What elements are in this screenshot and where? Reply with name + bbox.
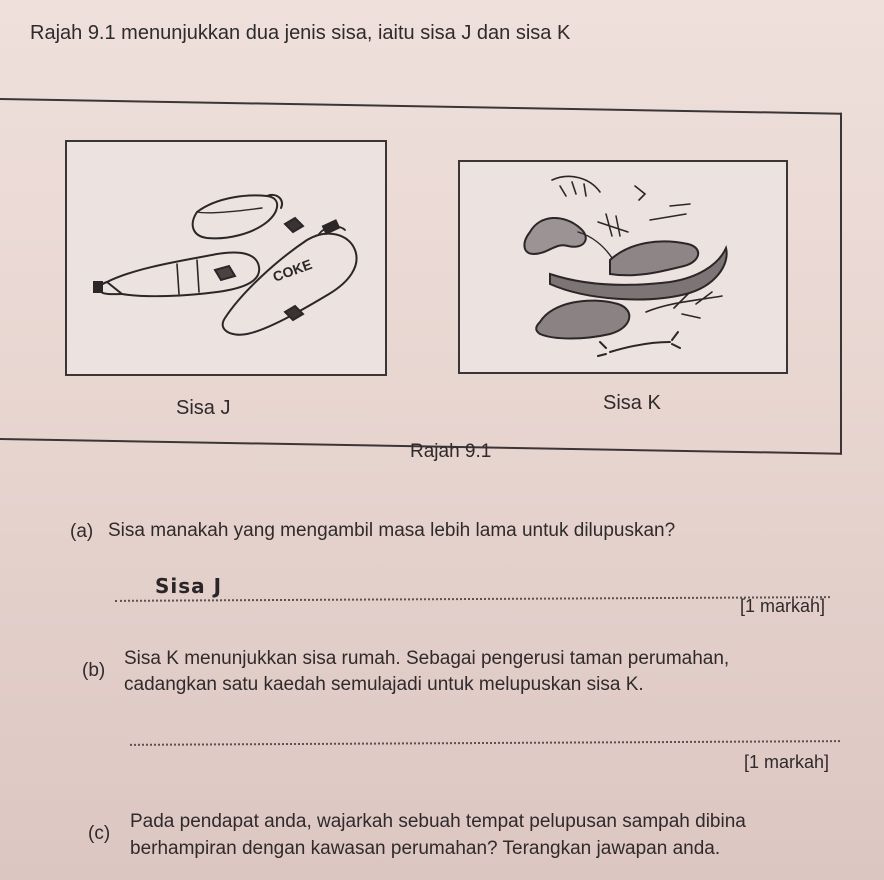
- question-a-text: Sisa manakah yang mengambil masa lebih lama untuk dilupuskan?: [108, 520, 676, 541]
- question-a-label: (a): [70, 521, 94, 542]
- panel-sisa-k: [458, 160, 788, 374]
- question-b-label: (b): [82, 660, 106, 681]
- question-intro: Rajah 9.1 menunjukkan dua jenis sisa, iaitu sisa J dan sisa K: [30, 22, 571, 44]
- question-b-marks: [1 markah]: [744, 752, 830, 772]
- panel-sisa-j: [65, 140, 387, 376]
- question-c-line2: berhampiran dengan kawasan perumahan? Terangkan jawapan anda.: [130, 838, 721, 859]
- plastic-bottles-illustration: [67, 142, 385, 374]
- question-c-label: (c): [88, 823, 111, 844]
- coke-label: COKE: [270, 255, 315, 285]
- answer-a-handwriting: Sisa J: [155, 574, 223, 598]
- food-waste-illustration: [460, 162, 786, 372]
- figure-caption: Rajah 9.1: [410, 441, 492, 462]
- question-b-line1: Sisa K menunjukkan sisa rumah. Sebagai pengerusi taman perumahan,: [124, 648, 730, 669]
- answer-a-line[interactable]: [115, 596, 830, 602]
- label-sisa-j: Sisa J: [176, 397, 231, 419]
- question-c-line1: Pada pendapat anda, wajarkah sebuah tempat pelupusan sampah dibina: [130, 811, 746, 832]
- question-b-line2: cadangkan satu kaedah semulajadi untuk melupuskan sisa K.: [124, 674, 644, 695]
- question-a-marks: [1 markah]: [740, 596, 826, 616]
- label-sisa-k: Sisa K: [603, 392, 661, 414]
- answer-b-line[interactable]: [130, 740, 840, 746]
